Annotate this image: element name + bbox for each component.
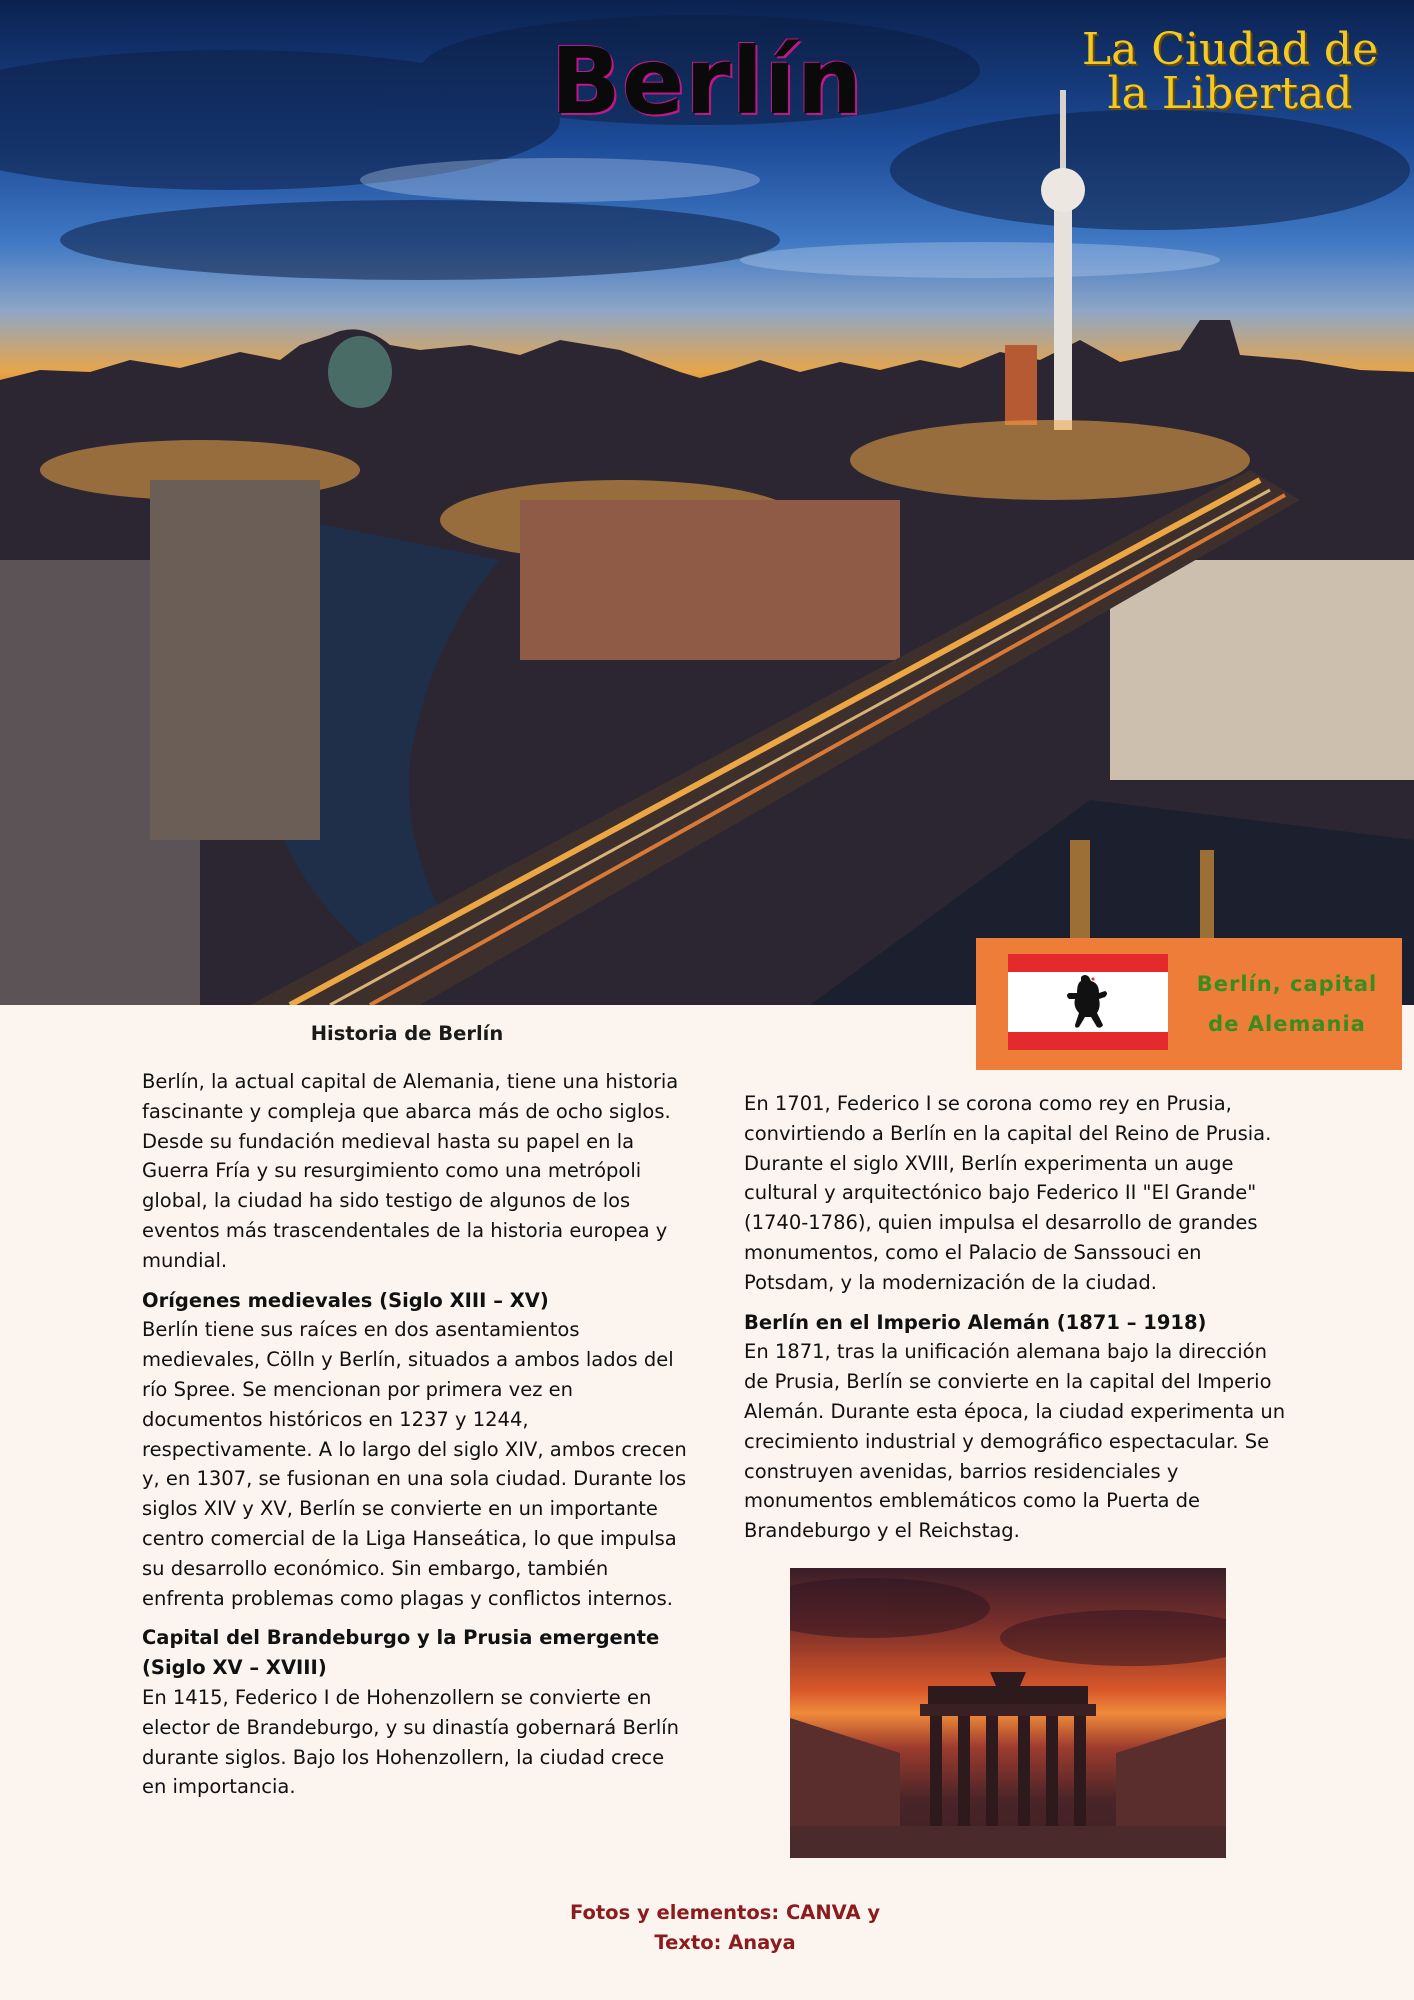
subtitle-line-1: La Ciudad de — [1081, 24, 1379, 75]
flag-card — [976, 938, 1402, 1070]
paragraph-brandenburg-capital: En 1415, Federico I de Hohenzollern se convierte en elector de Brandeburgo, y su dinastía gobernará Berlín durante siglos. Bajo los Hohenzollern, la ciudad crece en importancia. — [142, 1685, 680, 1799]
credits-line-1: Fotos y elementos: CANVA y — [569, 1901, 881, 1924]
article-column-right — [744, 1089, 1289, 1546]
credits-line-2: Texto: Anaya — [654, 1931, 796, 1954]
brandenburg-gate-photo — [790, 1568, 1226, 1858]
heading-brandenburg-capital: Capital del Brandeburgo y la Prusia emergente (Siglo XV – XVIII) — [142, 1626, 660, 1680]
paragraph-medieval-origins: Berlín tiene sus raíces en dos asentamientos medievales, Cölln y Berlín, situados a ambos lados del río Spree. Se mencionan por primera vez en documentos históricos en 1237 y 1244, respectivamente. A lo largo del siglo XIV, ambos crecen y, en 1307, se fusionan en una sola ciudad. Durante los siglos XIV y XV, Berlín se convierte en un importante centro comercial de la Liga Hanseática, lo que impulsa su desarrollo económico. Sin embargo, también enfrenta problemas como plagas y conflictos internos. — [142, 1318, 687, 1610]
article-column-left — [142, 1067, 687, 1802]
section-title: Historia de Berlín — [310, 1022, 504, 1045]
paragraph-german-empire: En 1871, tras la unificación alemana bajo la dirección de Prusia, Berlín se convierte en la capital del Imperio Alemán. Durante esta época, la ciudad experimenta un crecimiento industrial y demográfico espectacular. Se construyen avenidas, barrios residenciales y monumentos emblemáticos como la Puerta de Brandeburgo y el Reichstag. — [744, 1340, 1286, 1543]
heading-german-empire: Berlín en el Imperio Alemán (1871 – 1918) — [744, 1310, 1207, 1334]
bear-icon — [1065, 973, 1111, 1031]
brandenburg-gate-illustration — [790, 1568, 1226, 1858]
intro-paragraph: Berlín, la actual capital de Alemania, tiene una historia fascinante y compleja que abarca más de ocho siglos. Desde su fundación medieval hasta su papel en la Guerra Fría y su resurgimiento como una metrópoli global, la ciudad ha sido testigo de algunos de los eventos más trascendentales de la historia europea y mundial. — [142, 1070, 679, 1272]
credits — [540, 1898, 910, 1958]
page-title: Berlín — [550, 28, 864, 135]
flag-caption-line-2: de Alemania — [1208, 1012, 1366, 1036]
subtitle-line-2: la Libertad — [1107, 68, 1353, 119]
heading-medieval-origins: Orígenes medievales (Siglo XIII – XV) — [142, 1288, 549, 1312]
page-subtitle — [1062, 24, 1398, 119]
flag-caption-line-1: Berlín, capital — [1196, 972, 1378, 996]
berlin-flag-icon — [1008, 954, 1168, 1050]
paragraph-kingdom-of-prussia: En 1701, Federico I se corona como rey en Prusia, convirtiendo a Berlín en la capital del Reino de Prusia. Durante el siglo XVIII, Berlín experimenta un auge cultural y arquitectónico bajo Federico II "El Grande" (1740-1786), quien impulsa el desarrollo de grandes monumentos, como el Palacio de Sanssouci en Potsdam, y la modernización de la ciudad. — [744, 1092, 1272, 1294]
flag-caption — [1182, 964, 1392, 1044]
